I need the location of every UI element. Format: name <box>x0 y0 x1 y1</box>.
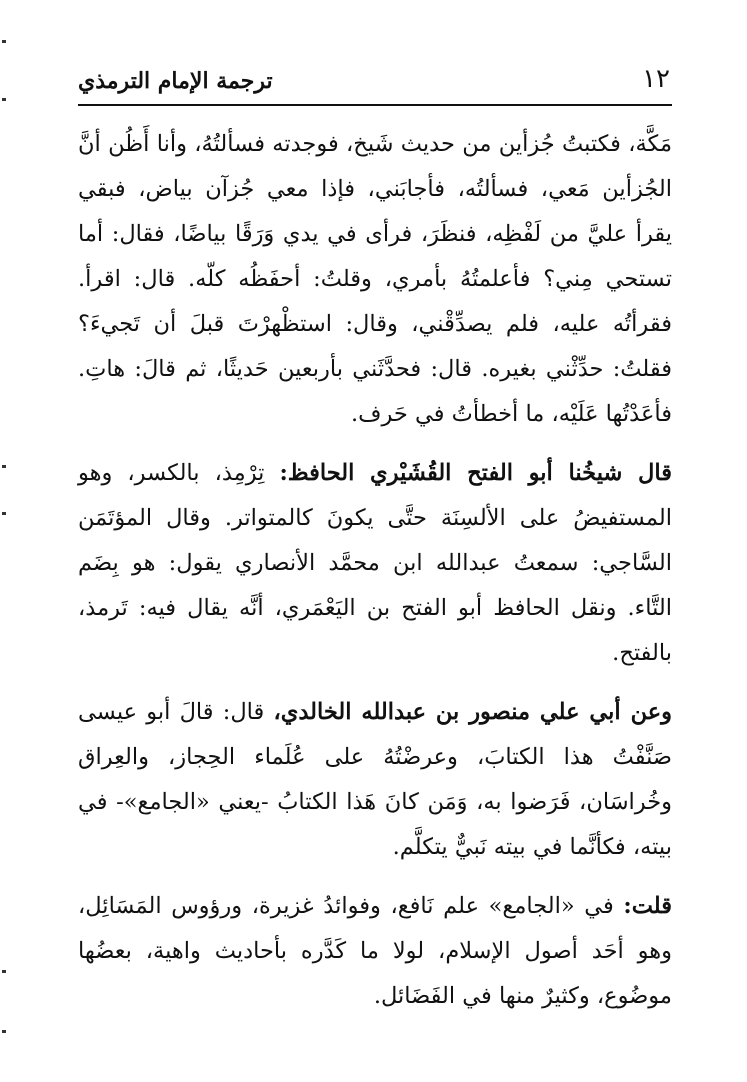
paragraph-lead: قال شيخُنا أبو الفتح القُشَيْري الحافظ: <box>279 460 673 486</box>
scan-mark <box>2 40 6 43</box>
paragraph-text: قال: قالَ أبو عيسى صَنَّفْتُ هذا الكتابَ، وعرضْتُهُ على عُلَماء الحِجاز، والعِراق وخُراسَان، فَرَضوا به، وَمَن كانَ هَذا الكتابُ -يعني «الجامع»- في بيته، فكأنَّما في بيته نَبيٌّ يتكلَّم. <box>78 699 672 860</box>
scan-mark <box>2 970 6 973</box>
page-number: ١٢ <box>642 64 670 94</box>
scan-mark <box>2 1030 6 1033</box>
paragraph-lead: وعن أبي علي منصور بن عبدالله الخالدي، <box>273 699 672 725</box>
page-header <box>78 62 672 106</box>
scan-mark <box>2 512 6 515</box>
scan-mark <box>2 465 6 468</box>
paragraph-4 <box>78 884 672 1019</box>
paragraph-3 <box>78 690 672 870</box>
scan-mark <box>2 98 6 101</box>
page-body <box>78 122 672 1019</box>
paragraph-text: مَكَّة، فكتبتُ جُزأين من حديث شَيخ، فوجدته فسألتُهُ، وأنا أَظُن أنَّ الجُزأين مَعي، فسألتُه، فأجابَني، فإذا معي جُزآن بياض، فبقي يقرأ عليَّ من لَفْظِه، فنظَرَ، فرأى في يدي وَرَقًا بياضًا، فقال: أما تستحي مِني؟ فأعلمتُهُ بأمري، وقلتُ: أحفَظُه كلّه. قال: اقرأ. فقرأتُه عليه، فلم يصدِّقْني، وقال: استظْهرْتَ قبلَ أن تَجيءَ؟ فقلتُ: حدِّثْني بغيره. قال: فحدَّثَني بأربعين حَديثًا، ثم قالَ: هاتِ. فأعَدْتُها عَلَيْه، ما أخطأتُ في حَرف. <box>78 131 672 427</box>
paragraph-2 <box>78 451 672 676</box>
paragraph-lead: قلت: <box>623 893 672 919</box>
running-title: ترجمة الإمام الترمذي <box>78 68 273 94</box>
paragraph-text: في «الجامع» علم نَافع، وفوائدُ غزيرة، ورؤوس المَسَائِل، وهو أحَد أصول الإسلام، لولا ما كَدَّره بأحاديث واهية، بعضُها موضُوع، وكثيرٌ منها في الفَضَائل. <box>78 893 672 1009</box>
paragraph-1 <box>78 122 672 437</box>
paragraph-text: تِرْمِذ، بالكسر، وهو المستفيضُ على الألسِنَة حتَّى يكونَ كالمتواتر. وقال المؤتَمَن السَّاجي: سمعتُ عبدالله ابن محمَّد الأنصاري يقول: هو بِضَم التَّاء. ونقل الحافظ أبو الفتح بن اليَعْمَري، أنَّه يقال فيه: تَرمذ، بالفتح. <box>78 460 672 666</box>
